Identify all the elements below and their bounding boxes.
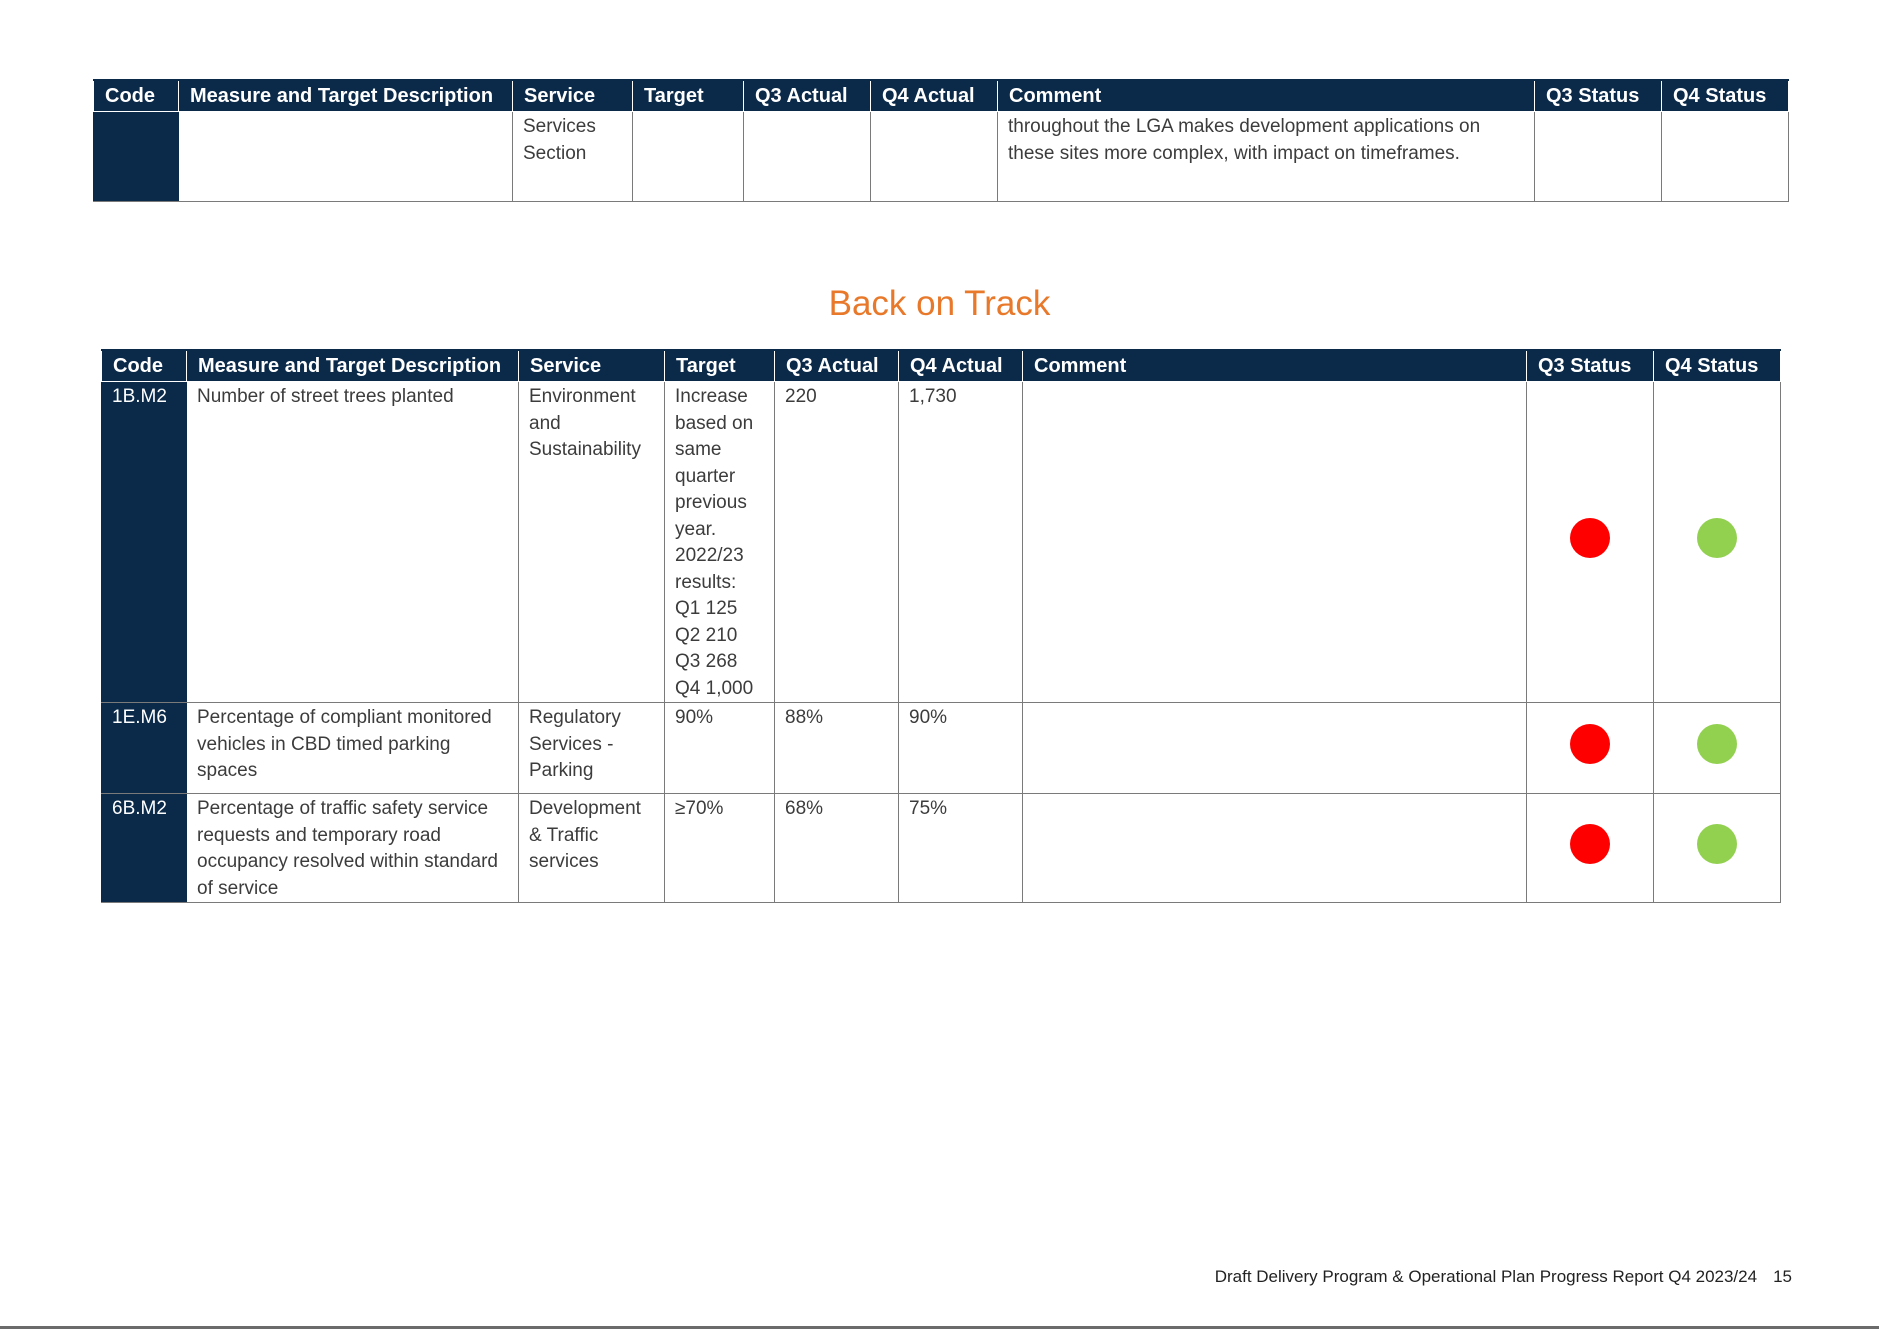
cell-q3-status [1527, 382, 1654, 703]
cell-q3-actual: 88% [775, 703, 899, 794]
cell-q4-status [1654, 382, 1781, 703]
cell-service: Regulatory Services - Parking [519, 703, 665, 794]
col-header-q4-actual: Q4 Actual [871, 80, 998, 112]
table-row [94, 112, 1789, 202]
cell-target [633, 112, 744, 202]
col-header-q4-actual: Q4 Actual [899, 350, 1023, 382]
page-footer [1215, 1267, 1792, 1287]
footer-title: Draft Delivery Program & Operational Plan Progress Report Q4 2023/24 [1214, 1267, 1758, 1286]
col-header-q3-actual: Q3 Actual [775, 350, 899, 382]
cell-service: Environment and Sustainability [519, 382, 665, 703]
col-header-target: Target [665, 350, 775, 382]
cell-q4-status [1654, 703, 1781, 794]
col-header-description: Measure and Target Description [179, 80, 513, 112]
table-header-row [102, 350, 1781, 382]
status-red-indicator [1570, 518, 1610, 558]
status-red-indicator [1570, 724, 1610, 764]
col-header-comment: Comment [998, 80, 1535, 112]
cell-q3-status [1535, 112, 1662, 202]
cell-comment [1023, 382, 1527, 703]
table-row [102, 382, 1781, 703]
status-red-indicator [1570, 824, 1610, 864]
cell-comment: throughout the LGA makes development applications on these sites more complex, with impact on timeframes. [998, 112, 1535, 202]
section-title: Back on Track [828, 284, 1051, 323]
cell-service: Development & Traffic services [519, 794, 665, 903]
cell-q3-actual [744, 112, 871, 202]
col-header-service: Service [513, 80, 633, 112]
col-header-target: Target [633, 80, 744, 112]
page-number: 15 [1773, 1267, 1792, 1286]
cell-code: 1B.M2 [102, 382, 187, 703]
cell-q3-actual: 68% [775, 794, 899, 903]
col-header-code: Code [102, 350, 187, 382]
cell-q3-status [1527, 703, 1654, 794]
back-on-track-table [101, 349, 1781, 903]
cell-q4-actual: 75% [899, 794, 1023, 903]
col-header-q4-status: Q4 Status [1662, 80, 1789, 112]
continued-measures-table [93, 79, 1789, 202]
col-header-comment: Comment [1023, 350, 1527, 382]
status-green-indicator [1697, 824, 1737, 864]
table-row [102, 794, 1781, 903]
cell-service: Services Section [513, 112, 633, 202]
table-row [102, 703, 1781, 794]
cell-description: Percentage of traffic safety service requests and temporary road occupancy resolved within standard of service [187, 794, 519, 903]
cell-q4-status [1654, 794, 1781, 903]
col-header-description: Measure and Target Description [187, 350, 519, 382]
col-header-q3-status: Q3 Status [1527, 350, 1654, 382]
cell-code [94, 112, 179, 202]
table-header-row [94, 80, 1789, 112]
cell-target: 90% [665, 703, 775, 794]
cell-code: 1E.M6 [102, 703, 187, 794]
cell-target: Increase based on same quarter previous year. 2022/23 results: Q1 125 Q2 210 Q3 268 Q4 1,000 [665, 382, 775, 703]
col-header-q3-status: Q3 Status [1535, 80, 1662, 112]
col-header-q4-status: Q4 Status [1654, 350, 1781, 382]
cell-q4-actual: 1,730 [899, 382, 1023, 703]
cell-target: ≥70% [665, 794, 775, 903]
cell-q4-status [1662, 112, 1789, 202]
cell-comment [1023, 794, 1527, 903]
cell-description: Percentage of compliant monitored vehicles in CBD timed parking spaces [187, 703, 519, 794]
cell-code: 6B.M2 [102, 794, 187, 903]
cell-description: Number of street trees planted [187, 382, 519, 703]
cell-comment [1023, 703, 1527, 794]
cell-q3-status [1527, 794, 1654, 903]
status-green-indicator [1697, 724, 1737, 764]
col-header-q3-actual: Q3 Actual [744, 80, 871, 112]
cell-q4-actual: 90% [899, 703, 1023, 794]
cell-q3-actual: 220 [775, 382, 899, 703]
col-header-code: Code [94, 80, 179, 112]
status-green-indicator [1697, 518, 1737, 558]
col-header-service: Service [519, 350, 665, 382]
cell-q4-actual [871, 112, 998, 202]
cell-description [179, 112, 513, 202]
